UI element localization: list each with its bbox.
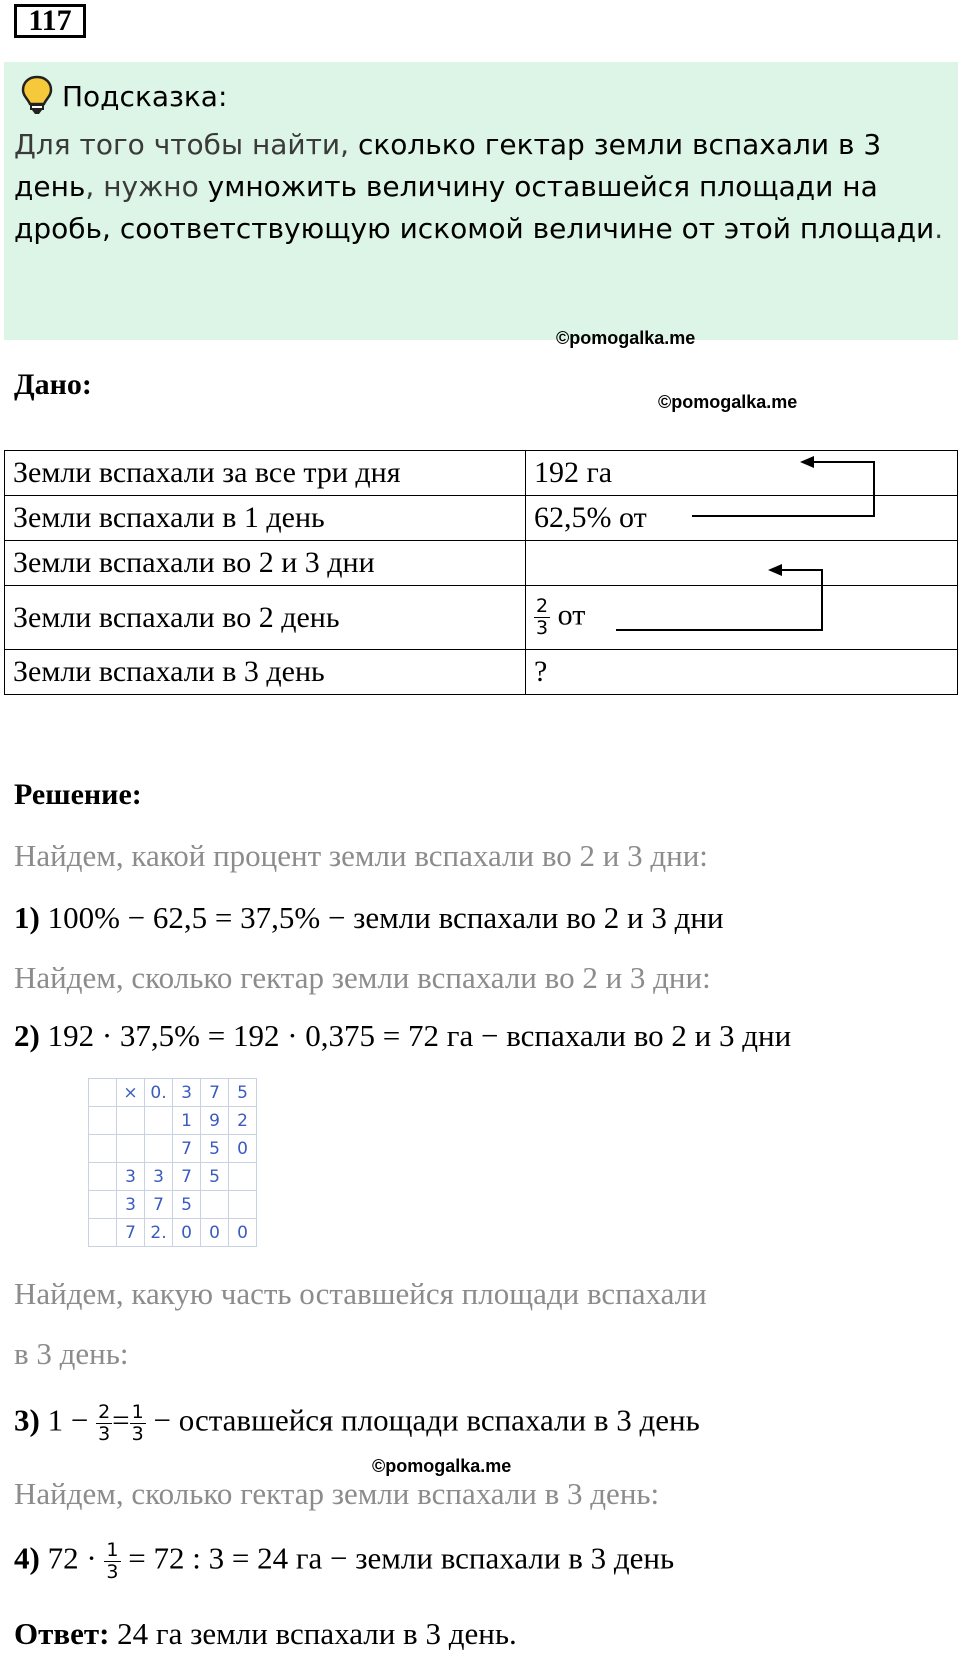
mult-cell: 5 [173, 1191, 201, 1219]
mult-cell: 5 [201, 1163, 229, 1191]
mult-cell: 3 [117, 1163, 145, 1191]
mult-cell: 7 [173, 1135, 201, 1163]
step-number: 4) [14, 1540, 40, 1576]
column-multiplication [88, 1078, 257, 1247]
step2-intro: Найдем, сколько гектар земли вспахали во 2 и 3 дни: [14, 960, 711, 995]
mult-cell [145, 1135, 173, 1163]
step3-a: 1 − [47, 1402, 89, 1438]
given-value: 62,5% от [526, 496, 958, 541]
fraction [130, 1402, 146, 1445]
mult-cell: 2 [229, 1107, 257, 1135]
mult-cell [89, 1219, 117, 1247]
mult-cell: 9 [201, 1107, 229, 1135]
fraction [96, 1402, 112, 1445]
mult-cell [89, 1191, 117, 1219]
task-number: 117 [14, 4, 86, 38]
watermark: ©pomogalka.me [372, 1456, 512, 1476]
hint-part-bold: сколько гектар земли вспахали в 3 день [14, 128, 882, 203]
watermark: ©pomogalka.me [556, 328, 696, 348]
arrow-1 [692, 462, 874, 516]
hint-part-bold: умножить величину оставшейся площади на дробь, соответствующую искомой величине от этой площади [14, 170, 935, 245]
step4-intro: Найдем, сколько гектар земли вспахали в 3 день: [14, 1476, 660, 1511]
mult-cell: 0. [145, 1079, 173, 1107]
mult-cell: 0 [173, 1219, 201, 1247]
given-label: Земли вспахали во 2 и 3 дни [5, 541, 526, 586]
mult-row [89, 1107, 257, 1135]
mult-row [89, 1163, 257, 1191]
mult-cell: 7 [173, 1163, 201, 1191]
fraction-numerator: 1 [131, 1401, 144, 1423]
step1-intro: Найдем, какой процент земли вспахали во 2 и 3 дни: [14, 838, 708, 873]
step3-rest: − оставшейся площади вспахали в 3 день [153, 1402, 700, 1438]
given-value-text: от [557, 598, 586, 632]
hint-part: Для того чтобы найти, [14, 128, 358, 161]
step2-line [14, 1018, 791, 1054]
mult-cell [89, 1163, 117, 1191]
mult-cell [89, 1107, 117, 1135]
fraction [104, 1540, 120, 1583]
mult-row [89, 1219, 257, 1247]
mult-cell: 5 [201, 1135, 229, 1163]
hint-part: . [934, 212, 944, 245]
step3-line [14, 1402, 700, 1445]
mult-row [89, 1191, 257, 1219]
step3-intro-2: в 3 день: [14, 1336, 129, 1371]
arrowhead-2 [768, 564, 782, 576]
answer-label: Ответ: [14, 1616, 110, 1651]
mult-row [89, 1079, 257, 1107]
mult-cell: 7 [117, 1219, 145, 1247]
step2-text: 192 · 37,5% = 192 · 0,375 = 72 га − вспахали во 2 и 3 дни [47, 1018, 792, 1053]
mult-cell: 1 [173, 1107, 201, 1135]
fraction-denominator: 3 [131, 1423, 144, 1445]
given-label: Земли вспахали во 2 день [5, 586, 526, 650]
given-value: 192 га [526, 451, 958, 496]
mult-cell [229, 1191, 257, 1219]
mult-cell: 3 [117, 1191, 145, 1219]
mult-cell: 0 [201, 1219, 229, 1247]
step4-rest: = 72 : 3 = 24 га − земли вспахали в 3 день [128, 1540, 675, 1576]
watermark: ©pomogalka.me [658, 392, 798, 412]
answer-line [14, 1616, 517, 1652]
fraction-denominator: 3 [98, 1423, 111, 1445]
mult-cell: 0 [229, 1219, 257, 1247]
given-value: ? [526, 650, 958, 695]
fraction-denominator: 3 [106, 1561, 119, 1583]
mult-cell: 3 [173, 1079, 201, 1107]
given-label: Земли вспахали за все три дня [5, 451, 526, 496]
fraction-numerator: 2 [98, 1401, 111, 1423]
given-heading: Дано: [14, 368, 92, 401]
mult-cell [117, 1107, 145, 1135]
arrowhead-1 [800, 456, 814, 468]
mult-row [89, 1135, 257, 1163]
mult-cell [117, 1135, 145, 1163]
hint-title: Подсказка: [62, 80, 228, 113]
solution-heading: Решение: [14, 778, 142, 811]
step-number: 1) [14, 900, 40, 935]
step4-line [14, 1540, 674, 1583]
mult-cell: 5 [229, 1079, 257, 1107]
mult-cell [229, 1163, 257, 1191]
mult-cell [201, 1191, 229, 1219]
step-number: 2) [14, 1018, 40, 1053]
mult-cell: × [117, 1079, 145, 1107]
given-label: Земли вспахали в 3 день [5, 650, 526, 695]
step4-a: 72 · [47, 1540, 97, 1576]
hint-part: , нужно [85, 170, 208, 203]
mult-cell: 7 [145, 1191, 173, 1219]
equals: = [112, 1402, 130, 1438]
step-number: 3) [14, 1402, 40, 1438]
mult-cell: 0 [229, 1135, 257, 1163]
answer-text: 24 га земли вспахали в 3 день. [117, 1616, 517, 1651]
mult-cell: 3 [145, 1163, 173, 1191]
step3-intro: Найдем, какую часть оставшейся площади вспахали [14, 1276, 707, 1311]
mult-cell [89, 1079, 117, 1107]
fraction-numerator: 2 [536, 595, 549, 617]
step1-text: 100% − 62,5 = 37,5% − земли вспахали во 2 и 3 дни [47, 900, 724, 935]
relation-arrows [0, 0, 960, 720]
fraction-numerator: 1 [106, 1539, 119, 1561]
mult-cell: 2. [145, 1219, 173, 1247]
mult-cell: 7 [201, 1079, 229, 1107]
arrow-2 [616, 570, 822, 630]
mult-cell [89, 1135, 117, 1163]
fraction-denominator: 3 [536, 617, 549, 639]
mult-cell [145, 1107, 173, 1135]
step1-line [14, 900, 724, 936]
given-label: Земли вспахали в 1 день [5, 496, 526, 541]
